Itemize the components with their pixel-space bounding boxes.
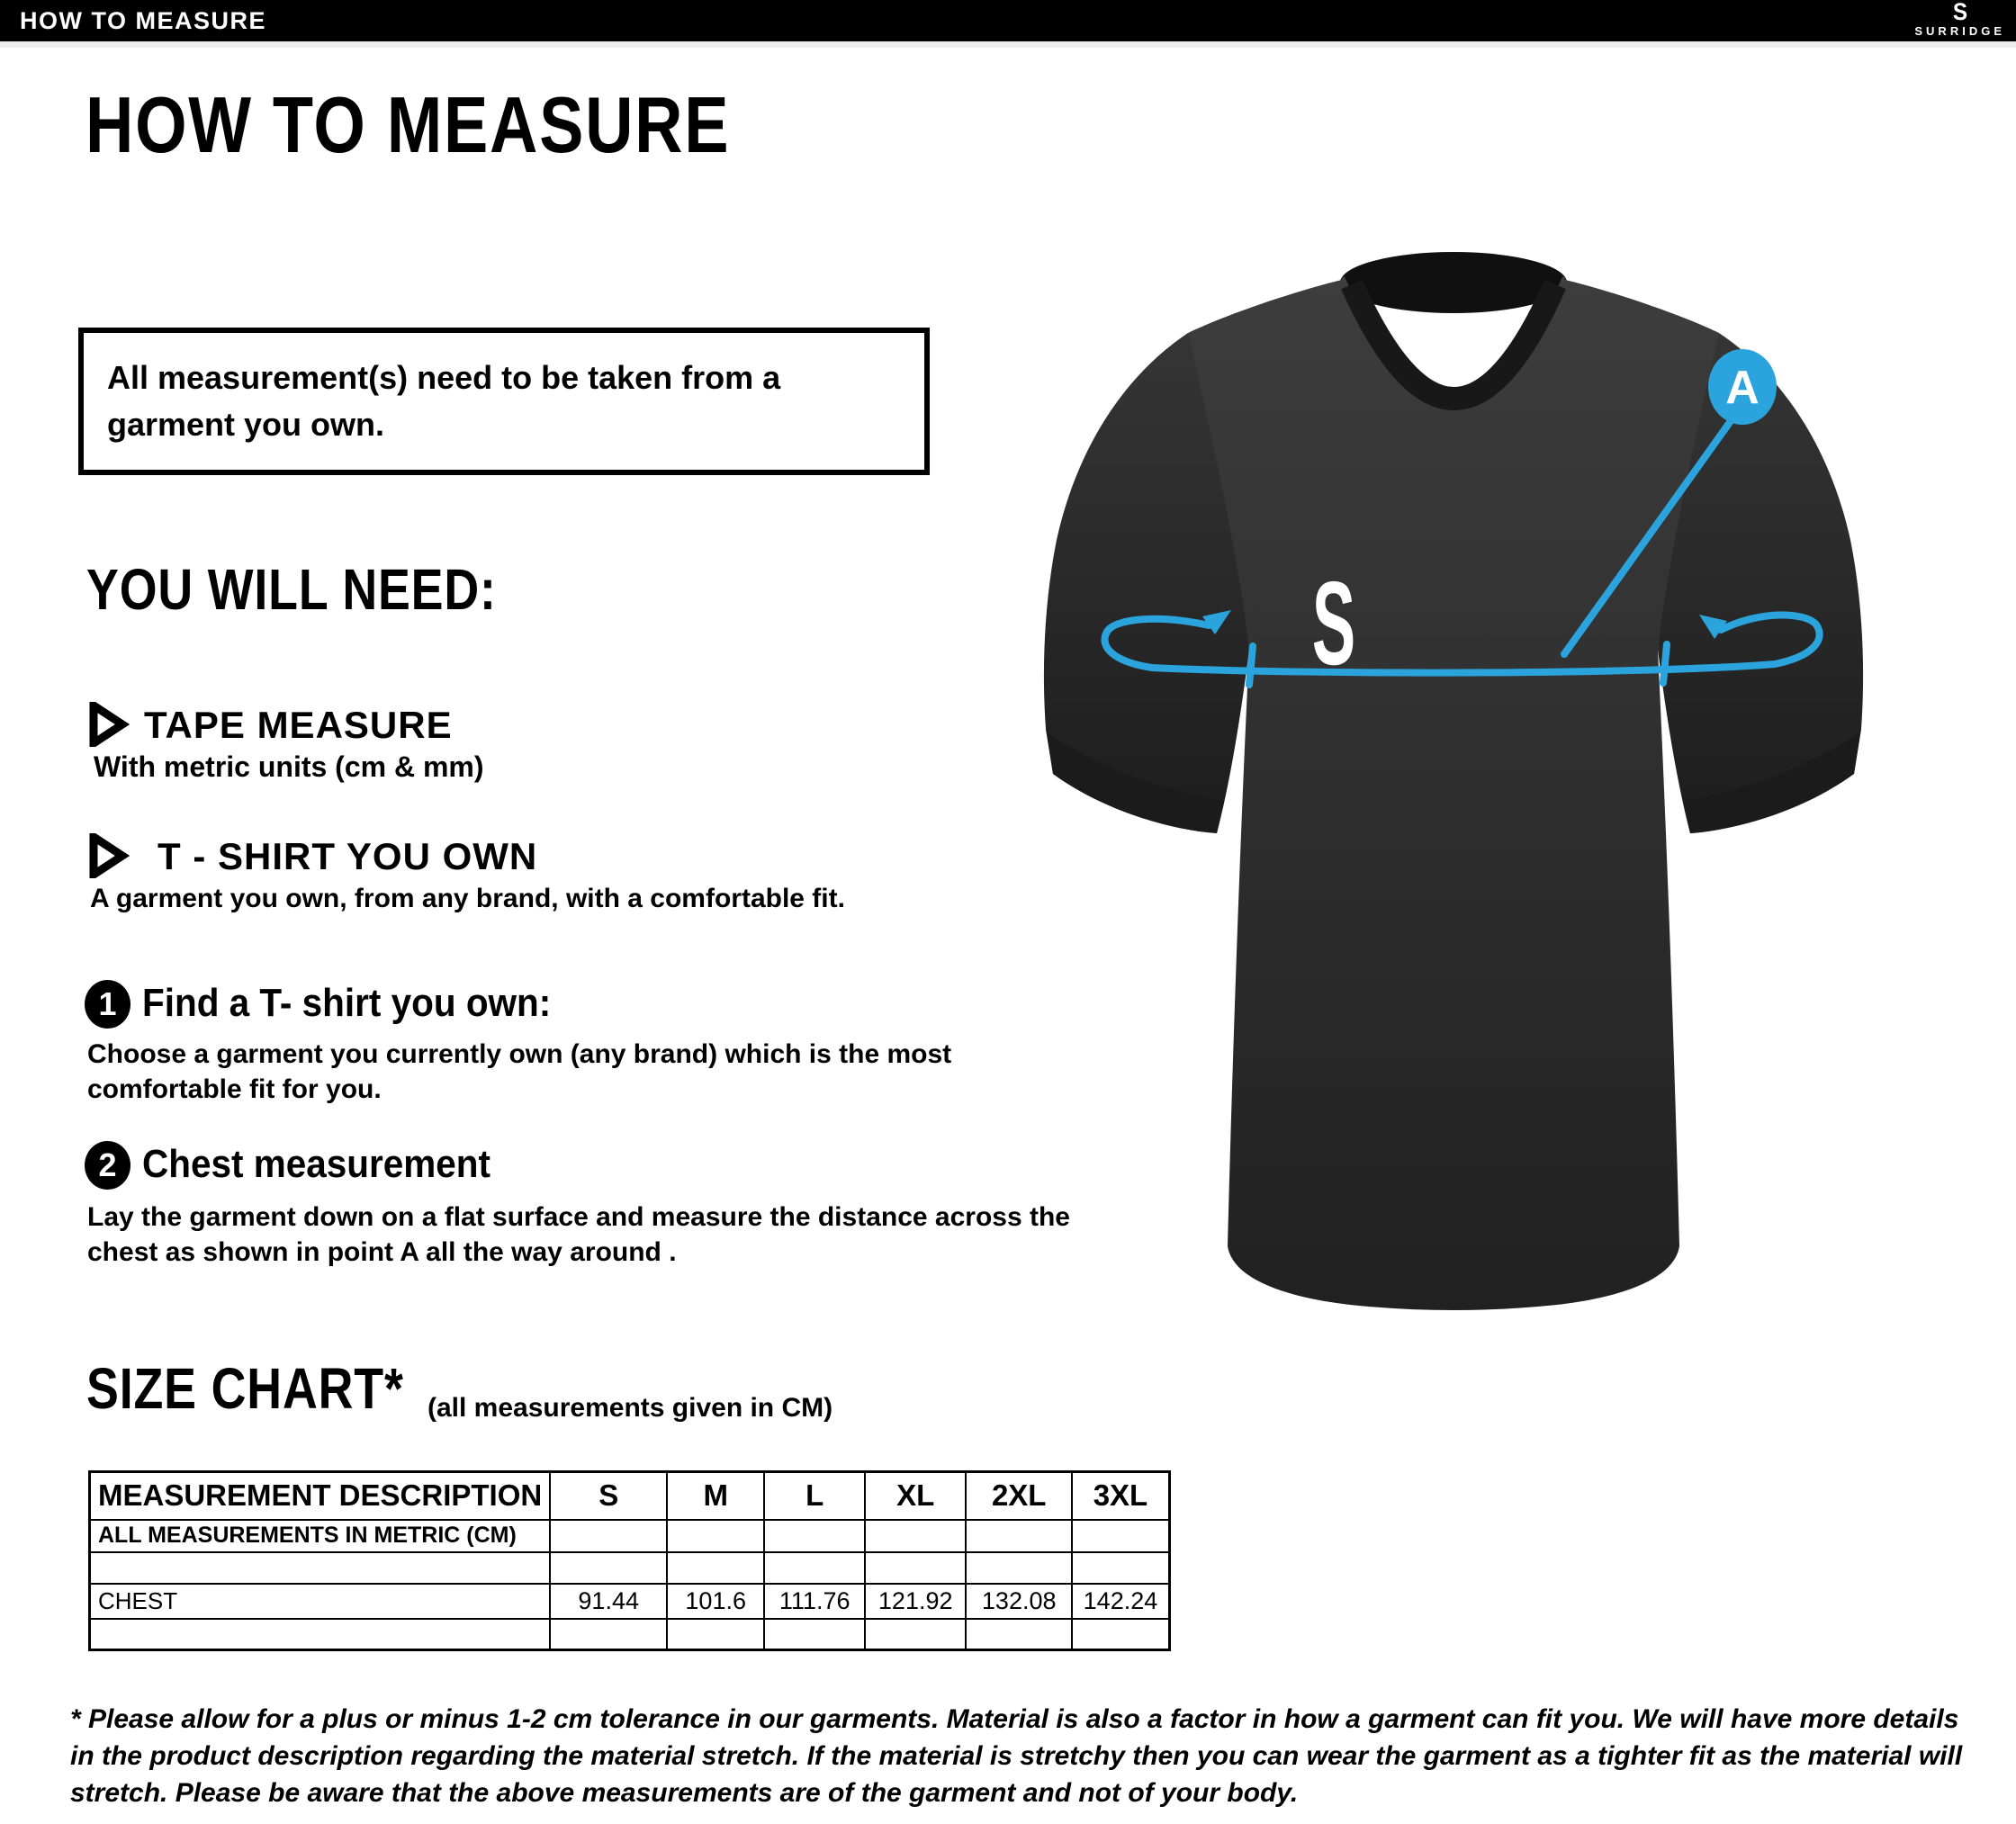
shirt-body [1188,279,1719,1310]
left-tick [1249,646,1253,685]
table-cell [966,1619,1072,1650]
top-bar [0,0,2016,41]
step-number-badge: 2 [85,1141,130,1190]
table-cell: 142.24 [1072,1584,1169,1619]
table-cell [1072,1552,1169,1584]
step-number-badge: 1 [85,980,130,1029]
table-cell [865,1619,966,1650]
table-cell: CHEST [90,1584,551,1619]
table-cell [966,1520,1072,1552]
table-cell: 111.76 [764,1584,865,1619]
need-item-title: T - SHIRT YOU OWN [158,835,538,877]
step-title: Find a T- shirt you own: [142,981,552,1025]
table-row [90,1619,1170,1650]
column-header: 2XL [966,1472,1072,1520]
point-a-marker [1708,349,1777,425]
table-row [90,1552,1170,1584]
column-header: MEASUREMENT DESCRIPTION [90,1472,551,1520]
table-cell [90,1619,551,1650]
table-cell: 91.44 [550,1584,667,1619]
marker-a-label: A [1725,362,1760,414]
you-will-need-heading: YOU WILL NEED: [86,557,497,622]
table-cell [667,1619,764,1650]
surridge-wordmark: SURRIDGE [1914,24,2005,38]
table-cell: ALL MEASUREMENTS IN METRIC (CM) [90,1520,551,1552]
table-cell [1072,1520,1169,1552]
table-cell [667,1520,764,1552]
notice-text: All measurement(s) need to be taken from a garment you own. [107,359,781,444]
surridge-logo [1914,0,2005,41]
size-chart-table [88,1470,1171,1651]
triangle-bullet-icon [88,833,130,878]
tolerance-footnote: * Please allow for a plus or minus 1-2 cm tolerance in our garments. Material is also a factor in how a garment can fit you. We will have more details in the product description regarding the material stretch. If the material is stretchy then you can wear the garment as a tighter fit as the material will stretch. Please be aware that the above measurements are of the garment and not of your body. [70,1704,1963,1809]
shirt-logo-letter: S [1311,557,1356,690]
need-item-description: With metric units (cm & mm) [94,750,484,783]
triangle-bullet-icon [88,702,130,747]
table-cell [865,1552,966,1584]
table-cell [550,1619,667,1650]
table-cell [550,1552,667,1584]
step-description: Choose a garment you currently own (any brand) which is the most comfortable fit for you. [87,1039,952,1104]
surridge-s-icon: S [1952,0,1967,25]
right-tick [1663,644,1667,683]
step-title: Chest measurement [142,1142,490,1186]
table-cell [764,1619,865,1650]
top-bar-title: HOW TO MEASURE [20,6,267,34]
table-cell: 132.08 [966,1584,1072,1619]
header-divider [0,41,2016,48]
table-cell [1072,1619,1169,1650]
column-header: L [764,1472,865,1520]
column-header: 3XL [1072,1472,1169,1520]
table-cell [764,1552,865,1584]
table-row [90,1520,1170,1552]
collar-back [1340,252,1567,313]
need-item-description: A garment you own, from any brand, with a comfortable fit. [90,884,845,913]
table-cell [90,1552,551,1584]
need-item-title: TAPE MEASURE [144,704,453,746]
column-header: S [550,1472,667,1520]
table-cell [764,1520,865,1552]
notice-box [78,328,930,475]
size-chart-subheading: (all measurements given in CM) [428,1393,833,1423]
table-cell [667,1552,764,1584]
column-header: XL [865,1472,966,1520]
size-chart-heading: SIZE CHART* [86,1356,404,1421]
table-cell [966,1552,1072,1584]
table-cell [865,1520,966,1552]
table-cell: 101.6 [667,1584,764,1619]
page-title: HOW TO MEASURE [86,80,731,169]
table-header-row [90,1472,1170,1520]
table-cell: 121.92 [865,1584,966,1619]
table-cell [550,1520,667,1552]
column-header: M [667,1472,764,1520]
step-description: Lay the garment down on a flat surface and measure the distance across the chest as shown in point A all the way around . [87,1202,1070,1267]
table-row [90,1584,1170,1619]
shirt-measurement-diagram [1017,225,1926,1332]
